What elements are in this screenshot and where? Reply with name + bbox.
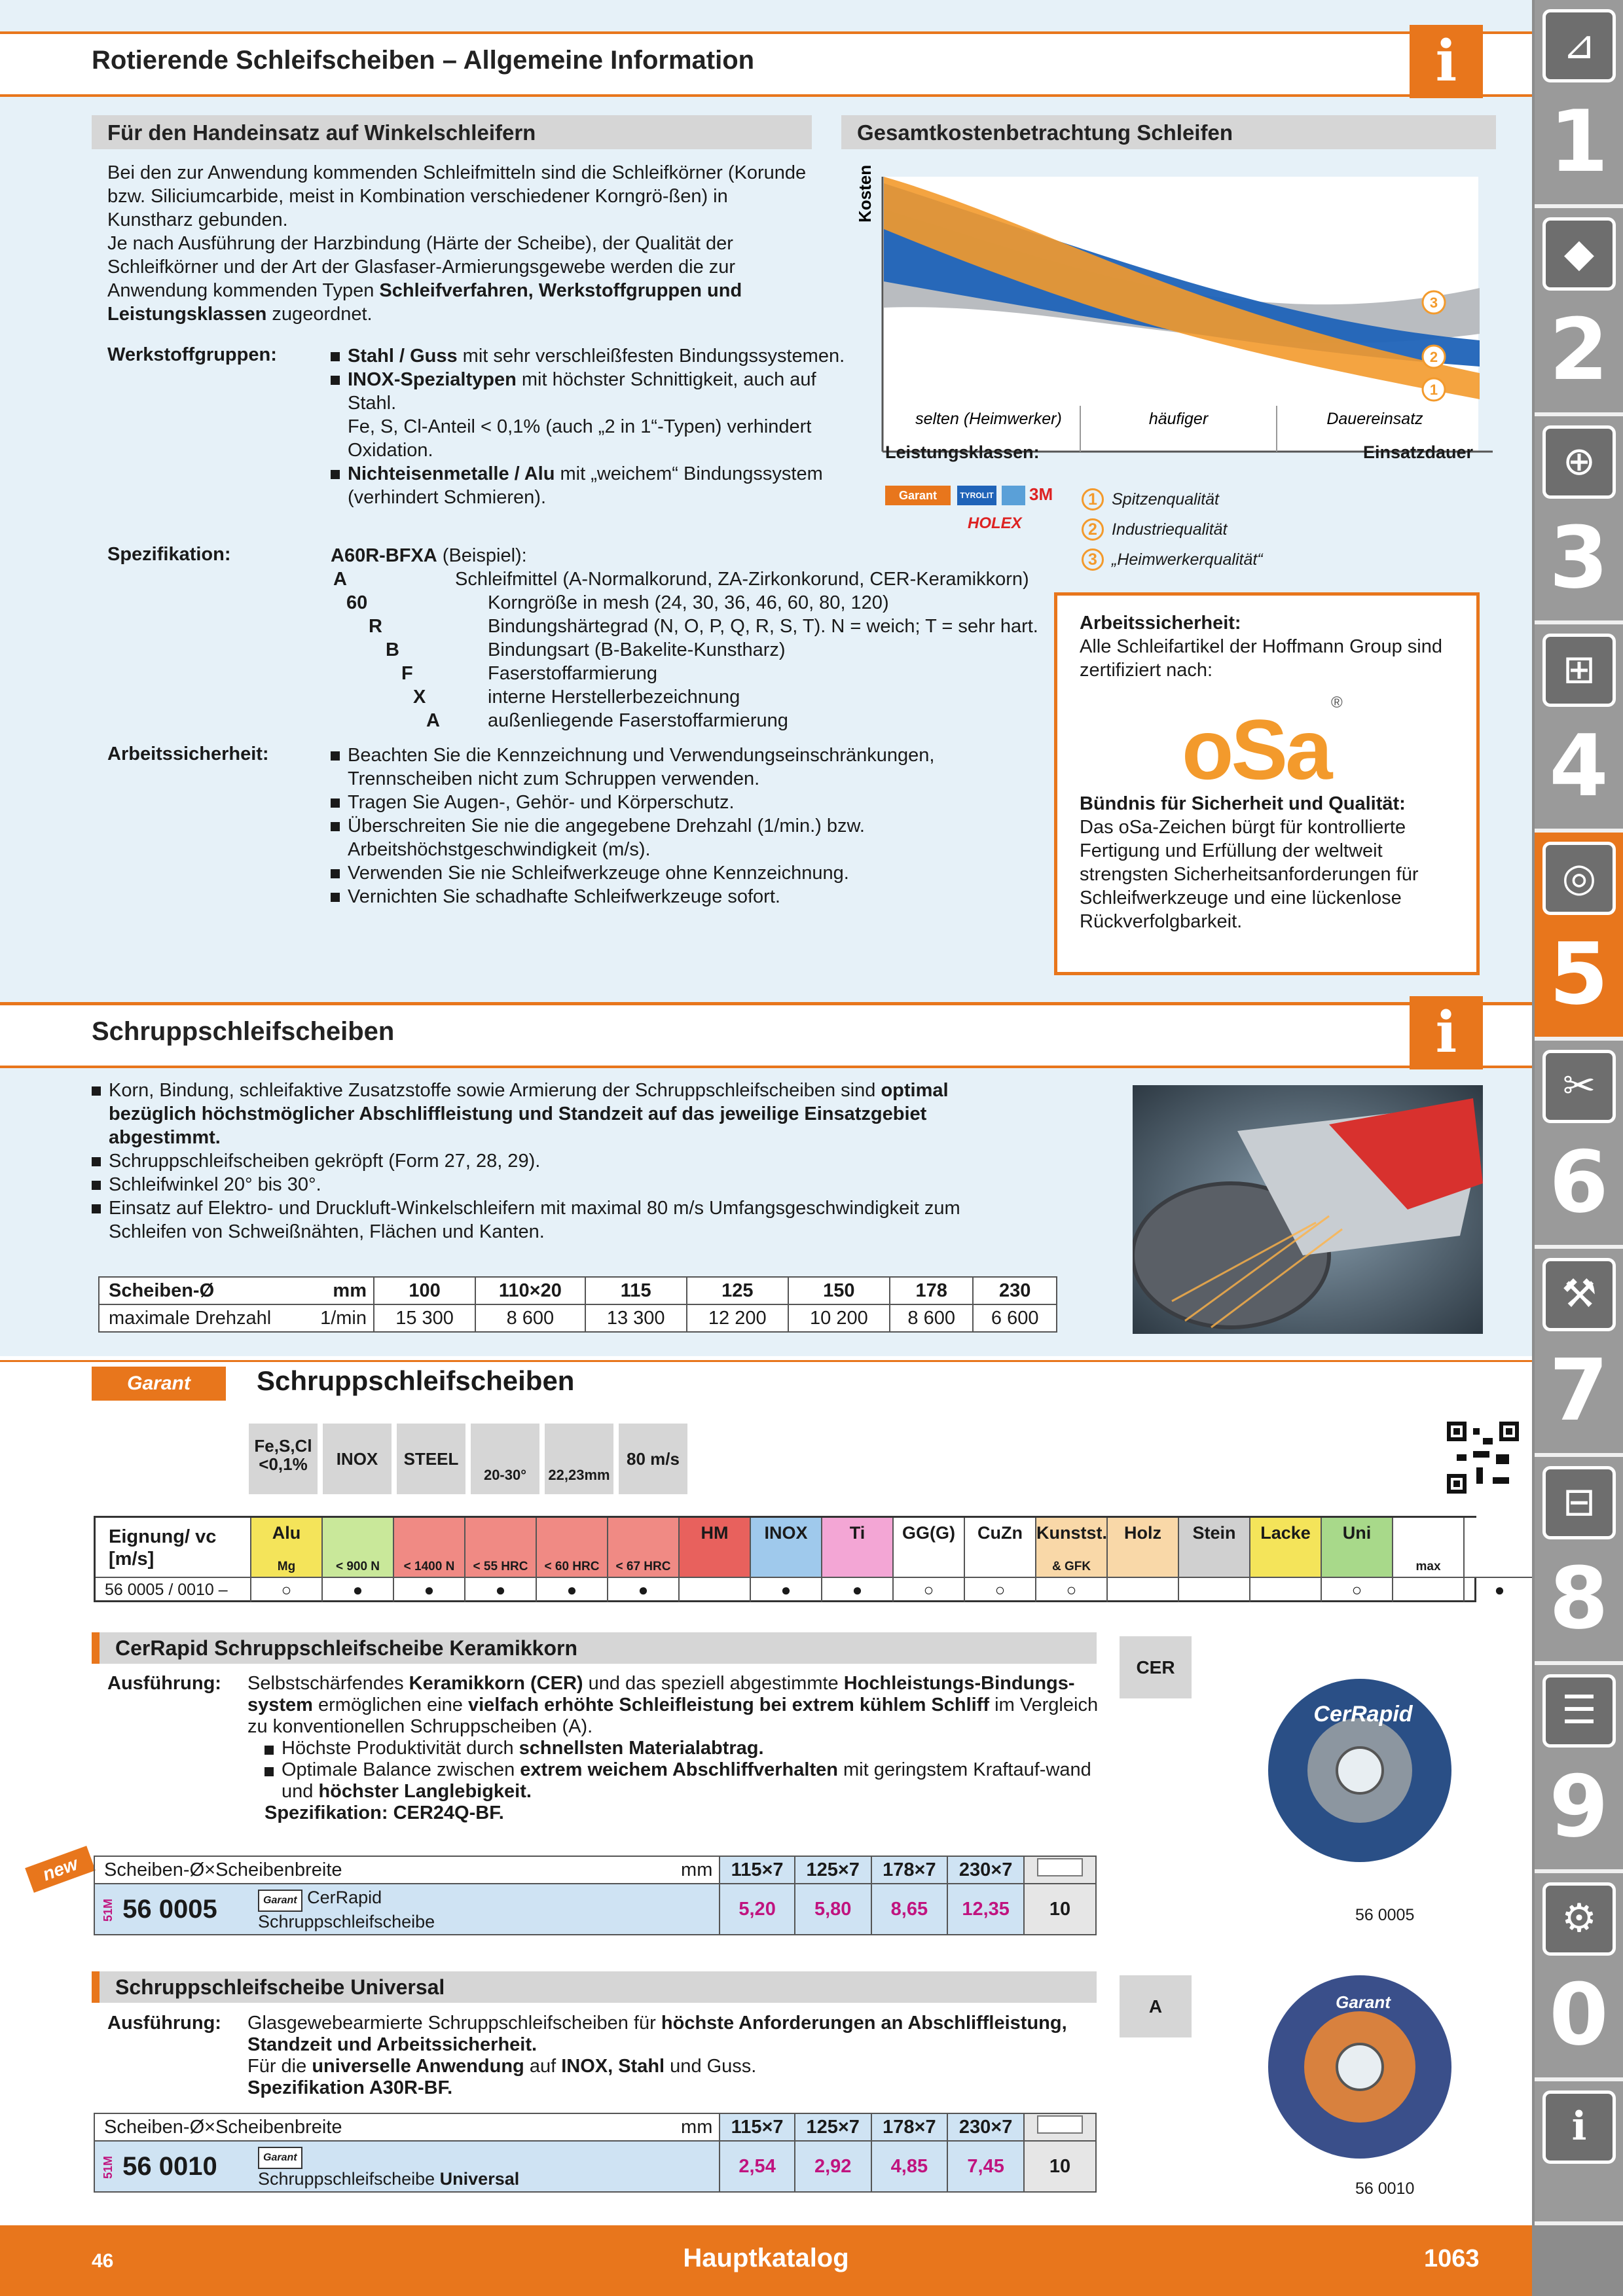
- suitability-mark: [1108, 1577, 1178, 1602]
- spezifikation-label: Spezifikation:: [107, 544, 231, 565]
- legend-text: Spitzenqualität: [1112, 490, 1220, 509]
- zone-label: selten (Heimwerker): [915, 410, 1062, 428]
- spezifikation-block: [331, 544, 1077, 732]
- clamp-icon: ⊕: [1542, 425, 1616, 499]
- material-header: [822, 1518, 892, 1577]
- table-cell: 10 200: [788, 1304, 890, 1332]
- chapter-tab-7[interactable]: [1535, 1249, 1623, 1457]
- eignung-column: [251, 1518, 323, 1602]
- suitability-mark: [680, 1577, 750, 1602]
- suitability-mark: ●: [323, 1577, 393, 1602]
- material-header: [894, 1518, 964, 1577]
- intro-text-1: Bei den zur Anwendung kommenden Schleifmitteln sind die Schleifkörner (Korunde bzw. Siliciumcarbide, meist in Kombination verschiedener Korngrö-ßen) in Kunstharz gebunden.: [107, 162, 807, 230]
- list-item: INOX-Spezialtypen mit höchster Schnittigkeit, auch auf Stahl. Fe, S, Cl-Anteil < 0,1% (auch „2 in 1“-Typen) verhindert Oxidation.: [331, 368, 867, 462]
- suitability-mark: [1179, 1577, 1249, 1602]
- garant-small-logo: Garant: [258, 2147, 302, 2169]
- cost-chart: [845, 157, 1499, 465]
- material-sub: max: [1415, 1560, 1441, 1573]
- material-name: Stein: [1192, 1523, 1236, 1543]
- eignung-column: [394, 1518, 465, 1602]
- disc-hole: [1337, 1748, 1383, 1793]
- eignung-column: [822, 1518, 894, 1602]
- price-cell: 12,35: [947, 1884, 1024, 1935]
- info-icon: i: [1410, 996, 1483, 1069]
- image-caption: 56 0010: [1355, 2179, 1415, 2198]
- garant-logo: Garant: [92, 1367, 226, 1401]
- info-tab-icon: i: [1542, 2090, 1616, 2164]
- new-badge: new: [25, 1846, 96, 1893]
- list-item: Vernichten Sie schadhafte Schleifwerkzeuge sofort.: [331, 885, 1025, 908]
- zone-label: häufiger: [1148, 410, 1209, 428]
- pliers-icon: ⚒: [1542, 1258, 1616, 1331]
- article-range-label: 56 0005 / 0010 –: [96, 1577, 251, 1602]
- chapter-tab-8[interactable]: [1535, 1457, 1623, 1665]
- ausfuehrung-label: Ausführung:: [107, 1673, 221, 1694]
- material-name: Holz: [1124, 1523, 1161, 1543]
- chapter-tab-5[interactable]: [1535, 833, 1623, 1041]
- price-cell: 5,80: [795, 1884, 871, 1935]
- cabinet-icon: ☰: [1542, 1674, 1616, 1748]
- chapter-number: 8: [1549, 1549, 1609, 1648]
- osa-certification-box: [1054, 592, 1480, 975]
- grinder-photo: [1133, 1085, 1483, 1334]
- table-col: 178×7: [871, 1856, 948, 1884]
- eignung-label: Eignung/ vc [m/s]: [96, 1518, 251, 1577]
- material-header: [1250, 1518, 1321, 1577]
- insert-icon: ◆: [1542, 217, 1616, 291]
- table-col: 125×7: [795, 2113, 871, 2141]
- eignung-column: [894, 1518, 965, 1602]
- table-cell: 8 600: [475, 1304, 585, 1332]
- chapter-number: 7: [1549, 1340, 1609, 1440]
- price-cell: 7,45: [947, 2141, 1024, 2192]
- material-header: [251, 1518, 321, 1577]
- legend-number: 1: [1082, 488, 1104, 511]
- spec-value: außenliegende Faserstoffarmierung: [488, 710, 788, 731]
- chart-xlabel: Einsatzdauer: [1363, 442, 1474, 462]
- table-col: 110×20: [475, 1277, 585, 1304]
- brand-tyrolit-logo: TYROLIT: [957, 486, 996, 505]
- universal-spec: Spezifikation A30R-BF.: [247, 2077, 453, 2098]
- material-header: [608, 1518, 678, 1577]
- suitability-mark: [1393, 1577, 1463, 1602]
- page-number-right: 1063: [1424, 2245, 1480, 2272]
- low-fescl-icon: Fe,S,Cl <0,1%: [249, 1424, 318, 1494]
- eignung-column: [1036, 1518, 1108, 1602]
- table-cell: 12 200: [687, 1304, 788, 1332]
- table-header: Scheiben-Ø×Scheibenbreite: [94, 1856, 661, 1884]
- chapter-tab-9[interactable]: [1535, 1665, 1623, 1873]
- zone-label: Dauereinsatz: [1326, 410, 1423, 428]
- material-sub: < 900 N: [335, 1560, 380, 1573]
- table-col: 125×7: [795, 1856, 871, 1884]
- osa-title: Arbeitssicherheit:: [1080, 613, 1241, 634]
- material-name: HM: [701, 1523, 729, 1543]
- list-item: Tragen Sie Augen-, Gehör- und Körperschutz.: [331, 791, 1025, 814]
- product-group-title: Schruppschleifscheiben: [257, 1365, 575, 1396]
- material-name: GG(G): [902, 1523, 955, 1543]
- suitability-mark: ○: [251, 1577, 321, 1602]
- table-unit: mm: [661, 1856, 720, 1884]
- material-header: [1322, 1518, 1392, 1577]
- table-col: 178: [890, 1277, 974, 1304]
- chapter-tab-0[interactable]: [1535, 1873, 1623, 2081]
- eignung-column: [1393, 1518, 1465, 1602]
- intro-text-bold: Schleifverfahren, Werkstoffgruppen und Leistungsklassen: [107, 280, 742, 325]
- package-icon: [1024, 1856, 1096, 1884]
- section-title: Schruppschleifscheiben: [92, 1017, 395, 1046]
- material-header: [465, 1518, 536, 1577]
- list-item: Schruppschleifscheiben gekröpft (Form 27, 28, 29).: [92, 1149, 962, 1173]
- list-item: Stahl / Guss mit sehr verschleißfesten Bindungssystemen.: [331, 344, 867, 368]
- material-header: [394, 1518, 464, 1577]
- cer-description: Selbstschärfendes Keramikkorn (CER) und das speziell abgestimmte Hochleistungs-Bindungs-system ermöglichen eine vielfach erhöhte Schleifleistung bei extrem kühlem Schliff im Vergleich zu konventionellen Schruppscheiben (A). Höchste Produktivität durch schnellsten Materialabtrag. Optimale Balance zwischen extrem weichem Abschliffverhalten mit geringstem Kraftauf-wand und höchster Langlebigkeit. Spezifikation: CER24Q-BF.: [247, 1673, 1099, 1823]
- material-name: Lacke: [1260, 1523, 1311, 1543]
- table-header: Scheiben-Ø: [99, 1277, 295, 1304]
- table-col: 230×7: [947, 2113, 1024, 2141]
- suitability-mark: ●: [1465, 1577, 1535, 1602]
- product-title-universal: Schruppschleifscheibe Universal: [92, 1971, 1097, 2003]
- list-item: Verwenden Sie nie Schleifwerkzeuge ohne Kennzeichnung.: [331, 861, 1025, 885]
- spec-value: Bindungshärtegrad (N, O, P, Q, R, S, T). N = weich; T = sehr hart.: [488, 616, 1038, 637]
- suitability-mark: ○: [1322, 1577, 1392, 1602]
- section-header-bar: [0, 31, 1532, 97]
- material-header: [537, 1518, 607, 1577]
- disc-label: Garant: [1336, 1992, 1391, 2012]
- eignung-column: [965, 1518, 1036, 1602]
- chapter-number: 6: [1549, 1132, 1609, 1232]
- table-col: 115×7: [720, 2113, 794, 2141]
- suitability-mark: ●: [465, 1577, 536, 1602]
- table-row: [94, 1856, 1096, 1884]
- chapter-number: 4: [1549, 716, 1609, 816]
- chapter-tab-1[interactable]: [1535, 0, 1623, 208]
- spec-value: Korngröße in mesh (24, 30, 36, 46, 60, 80, 120): [488, 592, 889, 613]
- spec-value: Bindungsart (B-Bakelite-Kunstharz): [488, 639, 786, 660]
- side-code: 51M: [101, 2156, 115, 2179]
- eignung-column: [751, 1518, 822, 1602]
- table-row: [99, 1277, 1057, 1304]
- chapter-number: 1: [1549, 92, 1609, 191]
- osa-text-2: Das oSa-Zeichen bürgt für kontrollierte Fertigung und Erfüllung der weltweit strengsten Sicherheitsanforderungen für Schleifwerkzeuge und eine lückenlose Rückverfolgbarkeit.: [1080, 817, 1419, 932]
- material-name: INOX: [764, 1523, 808, 1543]
- marker-2: 2: [1429, 349, 1438, 365]
- spec-value: interne Herstellerbezeichnung: [488, 687, 740, 708]
- spec-example: (Beispiel):: [437, 545, 527, 566]
- table-cell: 15 300: [374, 1304, 475, 1332]
- eignung-column: [1465, 1518, 1536, 1602]
- footer: [0, 2225, 1532, 2296]
- list-item: Optimale Balance zwischen extrem weichem Abschliffverhalten mit geringstem Kraftauf-wand und höchster Langlebigkeit.: [264, 1759, 1099, 1803]
- table-unit: 1/min: [295, 1304, 374, 1332]
- eignung-column: [1179, 1518, 1250, 1602]
- suitability-mark: ●: [751, 1577, 821, 1602]
- chapter-tab-i[interactable]: [1535, 2081, 1623, 2225]
- eignung-table: [94, 1516, 1505, 1602]
- spec-key: B: [386, 639, 399, 660]
- quality-legend: [1082, 484, 1263, 575]
- suitability-mark: ●: [537, 1577, 607, 1602]
- material-header: [965, 1518, 1035, 1577]
- legend-text: „Heimwerkerqualität“: [1112, 550, 1263, 569]
- material-sub: < 55 HRC: [473, 1560, 528, 1573]
- registered-mark: ®: [1331, 694, 1343, 711]
- grinding-disc-icon: ◎: [1542, 842, 1616, 915]
- list-item: Überschreiten Sie nie die angegebene Drehzahl (1/min.) bzw. Arbeitshöchstgeschwindigkeit (m/s).: [331, 814, 1025, 861]
- chapter-tab-4[interactable]: [1535, 624, 1623, 833]
- material-name: Kunstst.: [1036, 1523, 1107, 1543]
- material-sub: & GFK: [1051, 1560, 1091, 1573]
- package-icon: [1024, 2113, 1096, 2141]
- marker-1: 1: [1429, 382, 1438, 398]
- sicherheit-list: [331, 744, 1025, 908]
- workbench-icon: ⊟: [1542, 1466, 1616, 1539]
- spec-key: A: [426, 710, 440, 731]
- material-sub: < 1400 N: [403, 1560, 455, 1573]
- suitability-mark: ●: [394, 1577, 464, 1602]
- osa-text: Alle Schleifartikel der Hoffmann Group sind zertifiziert nach:: [1080, 636, 1442, 681]
- cer-spec: Spezifikation: CER24Q-BF.: [264, 1803, 504, 1823]
- spec-key: X: [413, 687, 426, 708]
- universal-description: Glasgewebearmierte Schruppschleifscheiben für höchste Anforderungen an Abschliffleistung, Standzeit und Arbeitssicherheit. Für die universelle Anwendung auf INOX, Stahl und Guss. Spezifikation A30R-BF.: [247, 2013, 1067, 2098]
- eignung-column: [465, 1518, 537, 1602]
- schrupp-bullets: [92, 1079, 962, 1244]
- catalog-name: Hauptkatalog: [683, 2244, 849, 2272]
- werkstoff-label: Werkstoffgruppen:: [107, 344, 277, 365]
- chapter-number: 0: [1549, 1965, 1609, 2064]
- image-caption: 56 0005: [1355, 1906, 1415, 1924]
- chapter-number: 2: [1549, 300, 1609, 399]
- table-cell: maximale Drehzahl: [99, 1304, 295, 1332]
- section-header-bar: [0, 1003, 1532, 1068]
- eignung-column: [608, 1518, 680, 1602]
- table-unit: mm: [661, 2113, 720, 2141]
- material-name: CuZn: [977, 1523, 1023, 1543]
- material-header: [1393, 1518, 1463, 1577]
- marker-3: 3: [1429, 295, 1438, 311]
- material-header: [1108, 1518, 1178, 1577]
- side-code: 51M: [101, 1899, 115, 1922]
- package-quantity: 10: [1024, 2141, 1096, 2192]
- product-name: Garant CerRapid Schruppschleifscheibe: [258, 1884, 720, 1935]
- price-cell: 2,92: [795, 2141, 871, 2192]
- list-item: Beachten Sie die Kennzeichnung und Verwendungseinschränkungen, Trennscheiben nicht zum Schruppen verwenden.: [331, 744, 1025, 791]
- package-quantity: 10: [1024, 1884, 1096, 1935]
- suitability-mark: ○: [965, 1577, 1035, 1602]
- leistungsklassen-label: Leistungsklassen:: [885, 442, 1040, 462]
- steel-icon: STEEL: [397, 1424, 465, 1494]
- intro-text-2: Je nach Ausführung der Harzbindung (Härte der Scheibe), der Qualität der Schleifkörner und der Art der Glasfaser-Armierungsgewebe werden die zur Anwendung kommenden Typen: [107, 233, 736, 301]
- drill-icon: ⊿: [1542, 9, 1616, 82]
- cerrapid-disc-image: [1265, 1676, 1455, 1865]
- safety-icon: ⚙: [1542, 1882, 1616, 1956]
- spec-code: A60R-BFXA: [331, 545, 437, 566]
- material-header: [1036, 1518, 1106, 1577]
- material-header: [751, 1518, 821, 1577]
- eignung-column: [680, 1518, 751, 1602]
- eignung-column: [1250, 1518, 1322, 1602]
- property-icons: [249, 1424, 687, 1494]
- table-header: Scheiben-Ø×Scheibenbreite: [94, 2113, 661, 2141]
- list-item: Schleifwinkel 20° bis 30°.: [92, 1173, 962, 1196]
- eignung-column: [537, 1518, 608, 1602]
- chapter-tab-3[interactable]: [1535, 416, 1623, 624]
- legend-number: 2: [1082, 518, 1104, 541]
- subheading-chart: Gesamtkostenbetrachtung Schleifen: [841, 115, 1496, 149]
- divider-line: [0, 1360, 1532, 1362]
- disc-hole: [1337, 2044, 1383, 2090]
- material-name: Ti: [849, 1523, 866, 1543]
- table-cell: 6 600: [973, 1304, 1057, 1332]
- universal-disc-image: [1265, 1969, 1455, 2172]
- table-col: 150: [788, 1277, 890, 1304]
- table-row: [94, 2141, 1096, 2192]
- table-col: 115×7: [720, 1856, 794, 1884]
- material-name: Uni: [1342, 1523, 1372, 1543]
- suitability-mark: ●: [822, 1577, 892, 1602]
- eignung-column: [1322, 1518, 1393, 1602]
- list-item: Nichteisenmetalle / Alu mit „weichem“ Bindungssystem (verhindert Schmieren).: [331, 462, 867, 509]
- chapter-number: 3: [1549, 508, 1609, 607]
- sicherheit-label: Arbeitssicherheit:: [107, 744, 269, 764]
- spec-key: F: [401, 663, 413, 684]
- brand-garant-logo: Garant: [885, 486, 951, 505]
- table-unit: mm: [295, 1277, 374, 1304]
- universal-price-table: [94, 2113, 1097, 2193]
- product-title-cer: CerRapid Schruppschleifscheibe Keramikkorn: [92, 1632, 1097, 1664]
- price-cell: 2,54: [720, 2141, 794, 2192]
- caliper-icon: ⊞: [1542, 634, 1616, 707]
- material-sub: < 60 HRC: [544, 1560, 600, 1573]
- table-col: 100: [374, 1277, 475, 1304]
- garant-small-logo: Garant: [258, 1890, 302, 1912]
- material-header: [680, 1518, 750, 1577]
- product-name: Garant Schruppschleifscheibe Universal: [258, 2141, 720, 2192]
- material-sub: < 67 HRC: [615, 1560, 671, 1573]
- list-item: Höchste Produktivität durch schnellsten Materialabtrag.: [264, 1738, 1099, 1759]
- spec-key: A: [333, 569, 347, 590]
- article-number[interactable]: 51M 56 0005: [94, 1884, 258, 1935]
- info-icon: i: [1410, 25, 1483, 98]
- article-number[interactable]: 51M 56 0010: [94, 2141, 258, 2192]
- chart-ylabel: Kosten: [855, 164, 875, 223]
- hand-intro: [107, 161, 808, 326]
- suitability-mark: ○: [1036, 1577, 1106, 1602]
- table-col: 115: [585, 1277, 687, 1304]
- chapter-number: 5: [1549, 924, 1609, 1024]
- table-cell: 8 600: [890, 1304, 974, 1332]
- table-col: 230×7: [947, 1856, 1024, 1884]
- page-number-left: 46: [92, 2250, 114, 2272]
- inox-icon: INOX: [323, 1424, 392, 1494]
- price-cell: 4,85: [871, 2141, 948, 2192]
- grinding-angle-icon: 20-30°: [471, 1424, 539, 1494]
- material-name: Alu: [272, 1523, 301, 1543]
- spec-value: Schleifmittel (A-Normalkorund, ZA-Zirkonkorund, CER-Keramikkorn): [455, 569, 1029, 590]
- abrasive-type-badge: CER: [1120, 1636, 1192, 1698]
- drehzahl-table: [98, 1276, 1057, 1333]
- legend-number: 3: [1082, 548, 1104, 571]
- spec-value: Faserstoffarmierung: [488, 663, 657, 684]
- speed-icon: 80 m/s: [619, 1424, 687, 1494]
- material-header: [323, 1518, 393, 1577]
- bore-diameter-icon: 22,23mm: [545, 1424, 613, 1494]
- brand-holex-logo: HOLEX: [968, 514, 1022, 532]
- cer-price-table: [94, 1856, 1097, 1935]
- osa-title-2: Bündnis für Sicherheit und Qualität:: [1080, 793, 1406, 814]
- table-row: [99, 1304, 1057, 1332]
- suitability-mark: ●: [608, 1577, 678, 1602]
- spec-key: R: [369, 616, 382, 637]
- osa-logo: oSa: [1182, 702, 1330, 797]
- brand-3m-logo: 3M: [1029, 484, 1053, 504]
- material-header: [1179, 1518, 1249, 1577]
- section-title: Rotierende Schleifscheiben – Allgemeine Information: [92, 46, 755, 75]
- suitability-mark: ○: [894, 1577, 964, 1602]
- table-cell: 13 300: [585, 1304, 687, 1332]
- ausfuehrung-label: Ausführung:: [107, 2013, 221, 2034]
- qr-code-icon[interactable]: [1447, 1422, 1519, 1494]
- wrench-icon: ✂: [1542, 1050, 1616, 1123]
- chapter-number: 9: [1549, 1757, 1609, 1856]
- legend-text: Industriequalität: [1112, 520, 1228, 539]
- price-cell: 8,65: [871, 1884, 948, 1935]
- list-item: Einsatz auf Elektro- und Druckluft-Winkelschleifern mit maximal 80 m/s Umfangsgeschwindigkeit zum Schleifen von Schweißnähten, Flächen und Kanten.: [92, 1196, 962, 1244]
- table-col: 178×7: [871, 2113, 948, 2141]
- list-item: Korn, Bindung, schleifaktive Zusatzstoffe sowie Armierung der Schruppschleifscheiben sind optimal bezüglich höchstmöglicher Abschliffleistung und Standzeit auf das jeweilige Einsatzgebiet abgestimmt.: [92, 1079, 962, 1149]
- chapter-tab-2[interactable]: [1535, 208, 1623, 416]
- subheading-hand: Für den Handeinsatz auf Winkelschleifern: [92, 115, 812, 149]
- material-header: [1465, 1518, 1535, 1577]
- table-row: [94, 2113, 1096, 2141]
- eignung-column: [323, 1518, 394, 1602]
- price-cell: 5,20: [720, 1884, 794, 1935]
- table-col: 230: [973, 1277, 1057, 1304]
- spec-key: 60: [346, 592, 368, 613]
- eignung-column: [1108, 1518, 1179, 1602]
- werkstoff-list: [331, 344, 867, 509]
- suitability-mark: [1250, 1577, 1321, 1602]
- table-row: [94, 1884, 1096, 1935]
- abrasive-type-badge: A: [1120, 1975, 1192, 2037]
- chapter-tab-6[interactable]: [1535, 1041, 1623, 1249]
- disc-label: CerRapid: [1313, 1702, 1413, 1727]
- intro-text-end: zugeordnet.: [266, 304, 373, 325]
- table-col: 125: [687, 1277, 788, 1304]
- brand-badge-icon: [1002, 486, 1025, 505]
- material-sub: Mg: [277, 1560, 296, 1573]
